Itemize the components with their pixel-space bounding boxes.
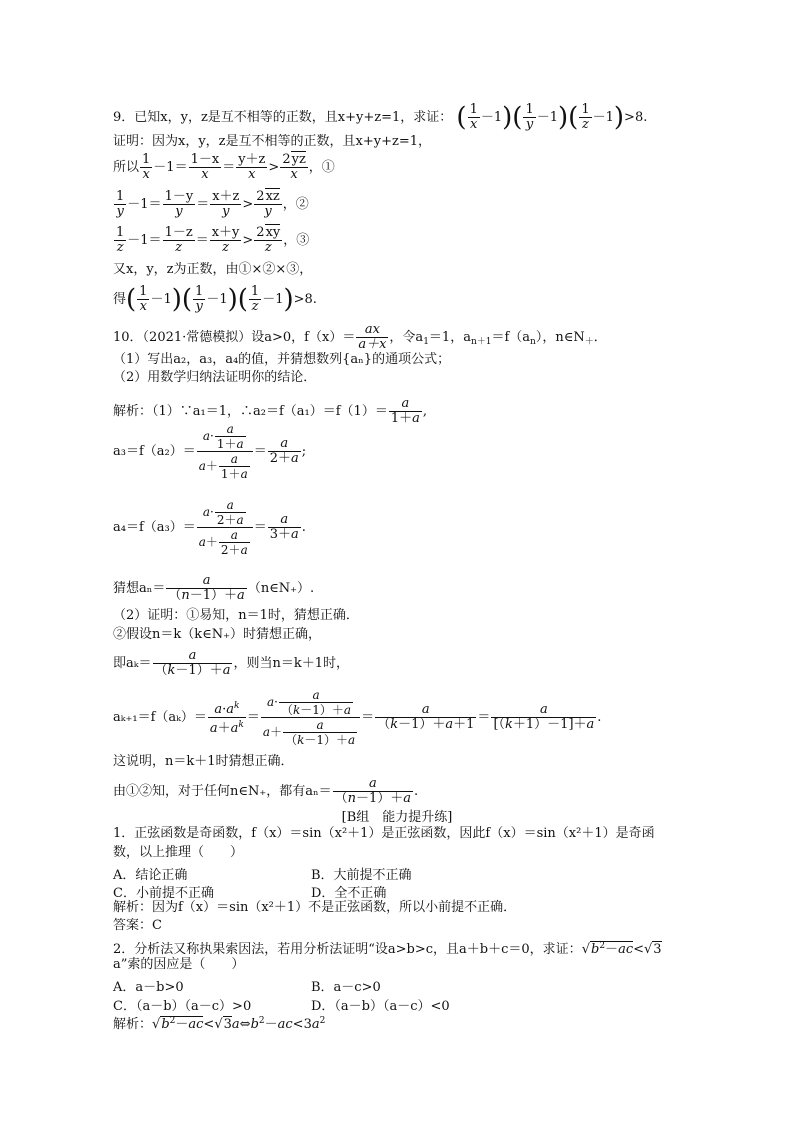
- b1-stem-2: 数，以上推理（ ）: [113, 845, 244, 860]
- b2-stem-2: a”索的因应是（ ）: [113, 957, 245, 972]
- q10-p2c: 即aₖ＝ $\frac{a}{(k-1)+a}$ ，则当n＝k＋1时，: [113, 648, 349, 678]
- b1-analysis: 解析：因为f（x）＝sin（x²＋1）不是正弦函数，所以小前提不正确．: [113, 900, 517, 915]
- b1-stem-1: 1．正弦函数是奇函数，f（x）＝sin（x²＋1）是正弦函数，因此f（x）＝sin（x²＋1）是奇函: [113, 826, 655, 841]
- q10-final: 由①②知，对于任何n∈N₊，都有aₙ＝ $\frac{a}{(n-1)+a}$ .: [113, 776, 419, 806]
- q9-line-y: $\frac{1}{y}$ －1＝ $\frac{1-y}{y}$ ＝ $\frac{x+z}{y}$ > $\frac{2xz}{y}$ ，②: [116, 189, 309, 219]
- q9-line-x: 所以 $\frac{1}{x}$ －1＝ $\frac{1-x}{x}$ ＝ $\frac{y+z}{x}$ > $\frac{2yz}{x}$ ，①: [113, 152, 335, 182]
- q9-stem: 9．已知x，y，z是互不相等的正数，且x+y+z=1，求证： ( $\frac{1}{x}$ －1)( $\frac{1}{y}$ －1)( $\frac{1}{z}$ －1)>8.: [113, 102, 648, 133]
- b1-option-d: D．全不正确: [311, 886, 387, 901]
- b1-option-b: B．大前提不正确: [311, 868, 412, 883]
- b1-answer: 答案：C: [113, 918, 162, 933]
- b2-option-d: D．（a－b）（a－c）<0: [311, 999, 450, 1014]
- b2-option-c: C．（a－b）（a－c）>0: [113, 999, 252, 1014]
- section-b-title: [B组 能力提升练]: [341, 810, 453, 825]
- b2-stem-1: 2．分析法又称执果索因法，若用分析法证明“设a>b>c，且a＋b＋c＝0，求证：$√b^2-ac<√3$: [113, 941, 662, 957]
- q10-p2a: （2）证明：①易知，n＝1时，猜想正确．: [113, 608, 359, 623]
- q10-sol1: 解析：（1）∵a₁＝1，∴a₂＝f（a₁）＝f（1）＝ $\frac{a}{1+a}$ ,: [113, 396, 428, 426]
- q10-guess: 猜想aₙ＝ $\frac{a}{(n-1)+a}$ （n∈N₊）.: [113, 573, 315, 603]
- b2-option-a: A．a－b>0: [113, 980, 184, 995]
- q9-and-line: 又x，y，z为正数，由①×②×③，: [113, 262, 313, 277]
- q10-part1: （1）写出a₂，a₃，a₄的值，并猜想数列{aₙ}的通项公式；: [113, 352, 451, 367]
- b2-analysis: 解析：$√b^2-ac<√3a\Leftrightarrow b^2-ac<3a^2$: [113, 1016, 326, 1032]
- q9-proof-intro: 证明：因为x，y，z是互不相等的正数，且x+y+z=1，: [113, 134, 431, 149]
- q10-a4: a₄＝f（a₃）＝ a· $\frac{a}{2+a}$ a＋ $\frac{a}{2+a}$ ＝ $\frac{a}{3+a}$ .: [113, 498, 306, 557]
- q9-line-z: $\frac{1}{z}$ －1＝ $\frac{1-z}{z}$ ＝ $\frac{x+y}{z}$ > $\frac{2xy}{z}$ ，③: [116, 225, 310, 255]
- b1-option-c: C．小前提不正确: [113, 886, 214, 901]
- q10-p2b: ②假设n＝k（k∈N₊）时猜想正确，: [113, 627, 321, 642]
- q10-a3: a₃＝f（a₂）＝ a· $\frac{a}{1+a}$ a＋ $\frac{a}{1+a}$ ＝ $\frac{a}{2+a}$ ;: [113, 422, 307, 481]
- q10-stem: 10．（2021·常德模拟）设a>0，f（x）＝ $\frac{ax}{a+x}$ ，令$a_1=1$，$a_{n+1}=f(a_n)$，$n\in N_+$．: [113, 322, 607, 352]
- q10-ak1: aₖ₊₁＝f（aₖ）＝ $\frac{a\cdot a^k}{a+a^k}$ ＝ a· $\frac{a}{(k-1)+a}$ a＋ $\frac{a}{(k-1)+a}$ ＝ $\frac{a}{(k-1)+a+1}$ ＝ $\frac{a}{[(k+1)-1]+a}$ .: [113, 688, 602, 747]
- q9-conclusion: 得( $\frac{1}{x}$ －1)( $\frac{1}{y}$ －1)( $\frac{1}{z}$ －1)>8.: [113, 284, 317, 315]
- b1-option-a: A．结论正确: [113, 868, 188, 883]
- q10-part2: （2）用数学归纳法证明你的结论．: [113, 370, 317, 385]
- b2-option-b: B．a－c>0: [311, 980, 381, 995]
- q10-explain: 这说明，n＝k＋1时猜想正确．: [113, 754, 294, 769]
